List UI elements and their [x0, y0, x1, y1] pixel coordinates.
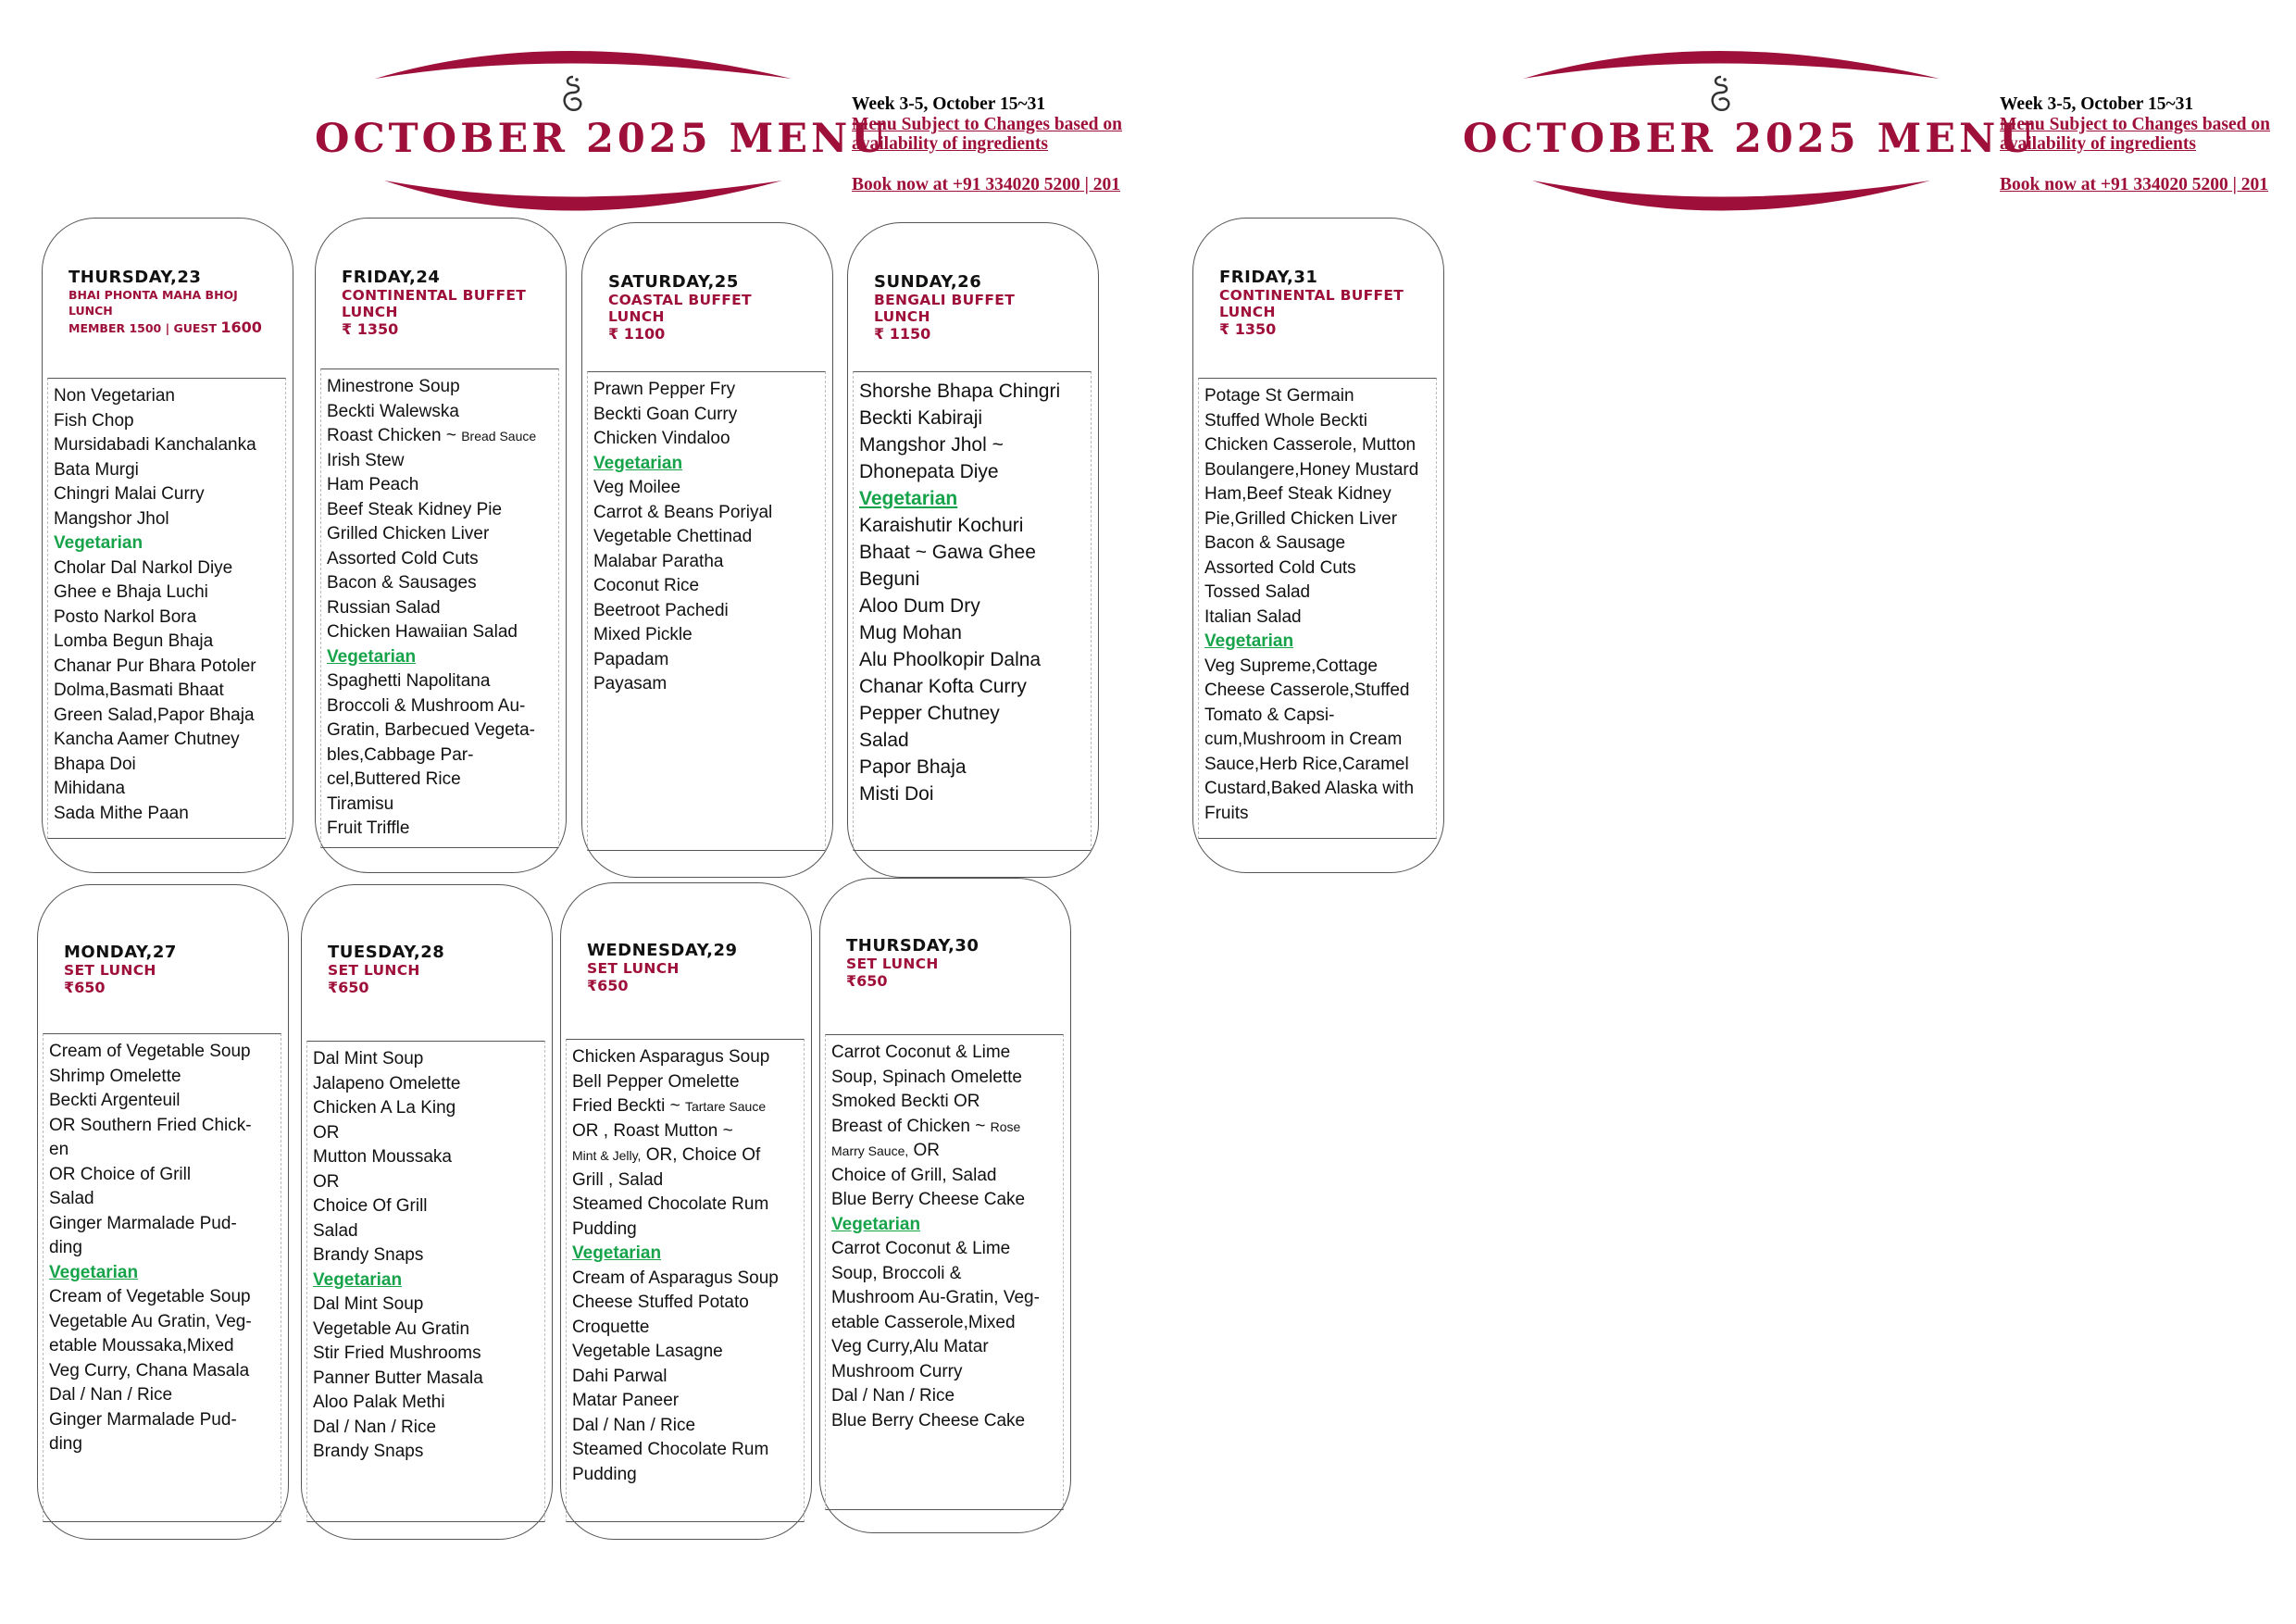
card-meal-type-line2: LUNCH	[874, 308, 930, 325]
menu-item: Pudding	[572, 1464, 637, 1484]
menu-item: Cream of Vegetable Soup	[49, 1287, 251, 1306]
menu-item: en	[49, 1140, 69, 1159]
menu-item: Brandy Snaps	[313, 1245, 424, 1265]
menu-item: Veg Curry,Alu Matar	[831, 1337, 989, 1356]
menu-title: OCTOBER 2025 MENU	[315, 116, 890, 162]
menu-item: Tossed Salad	[1204, 582, 1311, 602]
menu-header-right	[1463, 28, 2296, 227]
menu-card-friday-31	[1192, 218, 1444, 873]
menu-item: Matar Paneer	[572, 1391, 680, 1410]
menu-item-note: Tartare Sauce	[684, 1099, 767, 1114]
menu-item: Beckti Kabiraji	[859, 407, 983, 429]
card-meal-type: SET LUNCH	[846, 956, 939, 972]
menu-item: Stir Fried Mushrooms	[313, 1343, 481, 1363]
menu-item: Aloo Dum Dry	[859, 595, 980, 617]
menu-item: Vegetable Lasagne	[572, 1342, 723, 1361]
menu-item: Karaishutir Kochuri	[859, 515, 1024, 536]
menu-item: OR Southern Fried Chick-	[49, 1115, 252, 1135]
menu-item: Sada Mithe Paan	[54, 803, 189, 823]
menu-item: Kancha Aamer Chutney	[54, 730, 240, 749]
menu-item: Ginger Marmalade Pud-	[49, 1409, 237, 1430]
menu-item: Minestrone Soup	[327, 377, 460, 396]
menu-item: Mushroom Au-Gratin, Veg-	[831, 1288, 1040, 1307]
card-price: ₹ 1350	[342, 320, 399, 338]
menu-item: Bacon & Sausage	[1204, 533, 1346, 553]
menu-item: Veg Moilee	[593, 478, 681, 497]
menu-item: Chanar Pur Bhara Potoler	[54, 656, 256, 676]
card-day: SUNDAY,26	[874, 272, 982, 292]
menu-item: Carrot Coconut & Lime	[831, 1239, 1011, 1258]
subject-notice-line2: availability of ingredients	[852, 134, 1048, 154]
menu-item: Shorshe Bhapa Chingri	[859, 381, 1061, 402]
menu-item: Chicken Casserole, Mutton	[1204, 435, 1416, 455]
card-meal-type-line2: LUNCH	[69, 304, 113, 318]
menu-item: Papadam	[593, 649, 669, 669]
card-items	[859, 378, 1091, 807]
card-day: FRIDAY,24	[342, 268, 441, 287]
menu-card-monday-27	[37, 884, 289, 1540]
menu-item: Fruit Triffle	[327, 818, 410, 838]
card-day: SATURDAY,25	[608, 272, 739, 292]
menu-item: Non Vegetarian	[54, 386, 175, 406]
menu-item	[572, 1094, 804, 1119]
card-header	[69, 268, 283, 338]
menu-card-sunday-26	[847, 222, 1099, 878]
menu-item: Coconut Rice	[593, 576, 700, 595]
card-price: ₹650	[328, 979, 369, 996]
menu-item: Pie,Grilled Chicken Liver	[1204, 508, 1398, 529]
menu-item: Chicken Asparagus Soup	[572, 1047, 770, 1067]
menu-item: Potage St Germain	[1204, 386, 1354, 406]
menu-item	[327, 424, 558, 449]
menu-item: Aloo Palak Methi	[313, 1393, 445, 1412]
menu-item: Veg Curry, Chana Masala	[49, 1360, 250, 1380]
menu-item: Mangshor Jhol ~	[859, 434, 1004, 456]
menu-item: Pepper Chutney	[859, 703, 1000, 724]
menu-item: Chicken Vindaloo	[593, 429, 730, 448]
header-info	[2000, 94, 2296, 194]
menu-item: OR Choice of Grill	[49, 1164, 192, 1184]
menu-item: Lomba Begun Bhaja	[54, 631, 214, 651]
menu-item: Cream of Asparagus Soup	[572, 1268, 779, 1288]
card-price: ₹650	[846, 972, 888, 990]
menu-item: Broccoli & Mushroom Au-	[327, 695, 526, 716]
menu-item: Green Salad,Papor Bhaja	[54, 705, 255, 725]
card-day: THURSDAY,30	[846, 936, 980, 956]
card-items-box	[1198, 378, 1437, 839]
menu-item: Beetroot Pachedi	[593, 600, 729, 620]
card-meal-type: CONTINENTAL BUFFET	[342, 287, 527, 304]
menu-card-thursday-30	[819, 878, 1071, 1533]
card-items-box	[825, 1034, 1064, 1510]
menu-item: Beckti Argenteuil	[49, 1091, 181, 1110]
menu-item-note: Marry Sauce,	[831, 1143, 909, 1158]
menu-item: Dal / Nan / Rice	[831, 1386, 955, 1405]
card-price-guest: 1600	[220, 319, 262, 336]
menu-card-tuesday-28	[301, 884, 553, 1540]
menu-item-text: Breast of Chicken ~	[831, 1116, 991, 1136]
menu-item: Veg Supreme,Cottage	[1204, 656, 1378, 676]
menu-item	[831, 1139, 1063, 1164]
menu-item: Dal Mint Soup	[313, 1049, 424, 1068]
menu-header-left	[315, 28, 1518, 227]
menu-item: Blue Berry Cheese Cake	[831, 1410, 1026, 1430]
menu-item: Choice Of Grill	[313, 1196, 428, 1216]
menu-item: Payasam	[593, 674, 668, 693]
menu-item: ding	[49, 1434, 82, 1454]
card-items	[49, 1040, 281, 1457]
menu-item: Dal / Nan / Rice	[313, 1417, 437, 1437]
card-price: ₹650	[64, 979, 106, 996]
menu-item: Spaghetti Napolitana	[327, 671, 491, 691]
card-meal-type: BENGALI BUFFET	[874, 292, 1016, 308]
menu-item: Dal / Nan / Rice	[49, 1385, 173, 1405]
menu-item: Gratin, Barbecued Vegeta-	[327, 720, 535, 740]
menu-card-saturday-25	[581, 222, 833, 878]
card-items-box	[320, 369, 559, 848]
menu-item: cel,Buttered Rice	[327, 769, 461, 789]
menu-item-text: OR	[908, 1141, 941, 1160]
menu-item: Steamed Chocolate Rum	[572, 1440, 769, 1459]
menu-item: etable Casserole,Mixed	[831, 1312, 1016, 1332]
menu-item: Beguni	[859, 568, 920, 590]
card-items-box	[306, 1041, 545, 1522]
card-meal-type: SET LUNCH	[328, 962, 420, 979]
card-day: MONDAY,27	[64, 943, 177, 962]
card-meal-type-line2: LUNCH	[342, 304, 398, 320]
menu-item: Cheese Casserole,Stuffed	[1204, 681, 1410, 700]
menu-item: Fruits	[1204, 803, 1249, 823]
menu-item: Chicken Hawaiian Salad	[327, 622, 518, 642]
menu-item: ding	[49, 1238, 82, 1257]
menu-item: Salad	[313, 1220, 358, 1241]
card-header	[587, 941, 802, 995]
menu-item-note: Bread Sauce	[461, 429, 537, 443]
menu-item: Vegetable Au Gratin, Veg-	[49, 1311, 252, 1331]
snake-emblem-icon	[558, 74, 588, 115]
menu-item: Beckti Goan Curry	[593, 404, 738, 424]
vegetarian-heading: Vegetarian	[54, 533, 144, 553]
menu-item: Grill , Salad	[572, 1169, 664, 1190]
menu-item: Smoked Beckti OR	[831, 1092, 980, 1111]
menu-item: Posto Narkol Bora	[54, 606, 197, 627]
card-meal-type: SET LUNCH	[587, 960, 680, 977]
card-items-box	[587, 371, 826, 851]
menu-item: Mihidana	[54, 779, 126, 798]
menu-item: Chicken A La King	[313, 1098, 456, 1118]
header-info	[852, 94, 1148, 194]
menu-item: Jalapeno Omelette	[313, 1073, 461, 1093]
card-items	[572, 1045, 804, 1487]
vegetarian-heading: Vegetarian	[572, 1243, 662, 1263]
card-day: THURSDAY,23	[69, 268, 202, 287]
menu-item: Dal / Nan / Rice	[572, 1415, 696, 1435]
subject-notice-line1: Menu Subject to Changes based on	[852, 114, 1122, 134]
week-range: Week 3-5, October 15~31	[852, 94, 1046, 114]
card-day: TUESDAY,28	[328, 943, 445, 962]
menu-item: Malabar Paratha	[593, 551, 724, 571]
menu-title: OCTOBER 2025 MENU	[1463, 116, 2038, 162]
card-header	[342, 268, 556, 339]
menu-item: Dhonepata Diye	[859, 461, 999, 482]
menu-item: Irish Stew	[327, 450, 405, 470]
menu-item: Soup, Spinach Omelette	[831, 1067, 1022, 1087]
menu-item: Bell Pepper Omelette	[572, 1071, 740, 1092]
menu-card-friday-24	[315, 218, 567, 873]
card-meal-type: COASTAL BUFFET	[608, 292, 752, 308]
card-items	[1204, 384, 1436, 826]
menu-item: Assorted Cold Cuts	[1204, 557, 1356, 578]
menu-item: Vegetable Chettinad	[593, 527, 753, 546]
menu-item: Alu Phoolkopir Dalna	[859, 649, 1042, 670]
menu-item: cum,Mushroom in Cream	[1204, 730, 1403, 749]
menu-item: Shrimp Omelette	[49, 1066, 181, 1086]
menu-item: Soup, Broccoli &	[831, 1263, 962, 1283]
menu-item: Bhaat ~ Gawa Ghee	[859, 542, 1036, 563]
card-meal-type: CONTINENTAL BUFFET	[1219, 287, 1404, 304]
menu-item: Mangshor Jhol	[54, 508, 169, 529]
menu-item: Fish Chop	[54, 410, 134, 431]
vegetarian-heading: Vegetarian	[831, 1214, 921, 1234]
card-meal-type-line2: LUNCH	[1219, 304, 1276, 320]
card-items	[593, 378, 825, 697]
menu-item: Carrot & Beans Poriyal	[593, 502, 773, 522]
vegetarian-heading: Vegetarian	[859, 488, 958, 509]
card-items-box	[47, 378, 286, 839]
menu-item: Bacon & Sausages	[327, 573, 477, 593]
menu-item: Croquette	[572, 1317, 650, 1337]
menu-item: Chingri Malai Curry	[54, 484, 205, 504]
subject-notice-line1: Menu Subject to Changes based on	[2000, 114, 2270, 134]
card-price: ₹ 1150	[874, 325, 931, 343]
vegetarian-heading: Vegetarian	[49, 1262, 139, 1282]
menu-item: Beckti Walewska	[327, 401, 459, 421]
menu-item: Tiramisu	[327, 793, 394, 814]
menu-item: Boulangere,Honey Mustard	[1204, 459, 1419, 480]
card-items-box	[43, 1033, 281, 1522]
menu-item: Chanar Kofta Curry	[859, 676, 1027, 697]
menu-item: Steamed Chocolate Rum	[572, 1194, 769, 1214]
menu-item: Prawn Pepper Fry	[593, 380, 736, 399]
menu-item: Dal Mint Soup	[313, 1294, 424, 1314]
card-header	[846, 936, 1061, 991]
menu-item	[831, 1115, 1063, 1140]
menu-item: Salad	[859, 730, 909, 751]
menu-item-note: Mint & Jelly,	[572, 1148, 642, 1163]
snake-emblem-icon	[1706, 74, 1736, 115]
card-price: ₹ 1100	[608, 325, 666, 343]
menu-item: Mixed Pickle	[593, 625, 693, 644]
menu-item: Dahi Parwal	[572, 1366, 668, 1386]
menu-item: Grilled Chicken Liver	[327, 524, 490, 543]
menu-item: Carrot Coconut & Lime	[831, 1043, 1011, 1062]
week-range: Week 3-5, October 15~31	[2000, 94, 2194, 114]
menu-item-note: Rose	[990, 1118, 1021, 1134]
card-meal-type: BHAI PHONTA MAHA BHOJ	[69, 288, 238, 302]
card-day: FRIDAY,31	[1219, 268, 1318, 287]
menu-item: Mutton Moussaka	[313, 1147, 452, 1167]
booking-link[interactable]: Book now at +91 334020 5200 | 201	[852, 174, 1121, 194]
vegetarian-heading: Vegetarian	[1204, 631, 1294, 651]
menu-item: Custard,Baked Alaska with	[1204, 779, 1415, 798]
menu-item: Papor Bhaja	[859, 756, 967, 778]
booking-link[interactable]: Book now at +91 334020 5200 | 201	[2000, 174, 2269, 194]
menu-item: Bhapa Doi	[54, 754, 136, 774]
menu-item: Brandy Snaps	[313, 1442, 424, 1461]
menu-card-thursday-23	[42, 218, 293, 873]
menu-item-text: Roast Chicken ~	[327, 426, 462, 445]
card-header	[1219, 268, 1434, 339]
menu-item: Ham Peach	[327, 475, 419, 494]
menu-item: Beef Steak Kidney Pie	[327, 499, 503, 519]
menu-item: Vegetable Au Gratin	[313, 1318, 470, 1339]
menu-item: Mug Mohan	[859, 622, 962, 643]
menu-item: etable Moussaka,Mixed	[49, 1336, 234, 1355]
card-items	[313, 1047, 544, 1465]
menu-item: Italian Salad	[1204, 606, 1302, 627]
menu-item	[572, 1143, 804, 1168]
menu-item: Ginger Marmalade Pud-	[49, 1213, 237, 1233]
menu-item: Choice of Grill, Salad	[831, 1165, 997, 1185]
menu-card-wednesday-29	[560, 882, 812, 1540]
menu-item: OR	[313, 1122, 340, 1143]
menu-item: Ham,Beef Steak Kidney	[1204, 484, 1391, 504]
card-meal-type: SET LUNCH	[64, 962, 156, 979]
menu-item: Mursidabadi Kanchalanka	[54, 435, 256, 455]
menu-item: OR , Roast Mutton ~	[572, 1120, 733, 1141]
vegetarian-heading: Vegetarian	[327, 646, 417, 667]
menu-item-text: Fried Beckti ~	[572, 1096, 685, 1116]
card-meal-type-line2: LUNCH	[608, 308, 665, 325]
menu-item: Assorted Cold Cuts	[327, 548, 479, 568]
subject-notice-line2: availability of ingredients	[2000, 134, 2196, 154]
menu-item: Salad	[49, 1189, 94, 1208]
card-items	[54, 384, 285, 826]
vegetarian-heading: Vegetarian	[593, 453, 683, 473]
card-items	[831, 1041, 1063, 1433]
menu-item: Cream of Vegetable Soup	[49, 1042, 251, 1061]
card-price: ₹ 1350	[1219, 320, 1277, 338]
card-day: WEDNESDAY,29	[587, 941, 738, 960]
menu-item: Bata Murgi	[54, 459, 139, 480]
card-price: ₹650	[587, 977, 629, 994]
menu-item: Sauce,Herb Rice,Caramel	[1204, 754, 1409, 774]
menu-item: Dolma,Basmati Bhaat	[54, 681, 224, 700]
menu-item: Pudding	[572, 1218, 637, 1239]
menu-item: Russian Salad	[327, 597, 441, 618]
menu-item: Cheese Stuffed Potato	[572, 1293, 749, 1312]
menu-item: Stuffed Whole Beckti	[1204, 410, 1368, 431]
menu-item: Mushroom Curry	[831, 1361, 963, 1381]
menu-item: Tomato & Capsi-	[1204, 705, 1335, 725]
menu-item-text: OR, Choice Of	[641, 1145, 761, 1165]
menu-item: bles,Cabbage Par-	[327, 744, 474, 765]
card-items	[327, 375, 558, 842]
menu-item: Cholar Dal Narkol Diye	[54, 557, 233, 578]
card-price-prefix: MEMBER 1500 | GUEST	[69, 321, 221, 335]
menu-item: Panner Butter Masala	[313, 1368, 483, 1388]
menu-item: Blue Berry Cheese Cake	[831, 1190, 1026, 1209]
menu-item: OR	[313, 1171, 340, 1192]
vegetarian-heading: Vegetarian	[313, 1269, 403, 1290]
card-header	[874, 272, 1089, 344]
menu-item: Ghee e Bhaja Luchi	[54, 582, 208, 602]
card-header	[64, 943, 279, 997]
card-header	[608, 272, 823, 344]
card-header	[328, 943, 543, 997]
card-items-box	[566, 1039, 805, 1522]
card-items-box	[853, 371, 1092, 851]
card-price	[69, 319, 283, 338]
menu-item: Misti Doi	[859, 783, 934, 805]
